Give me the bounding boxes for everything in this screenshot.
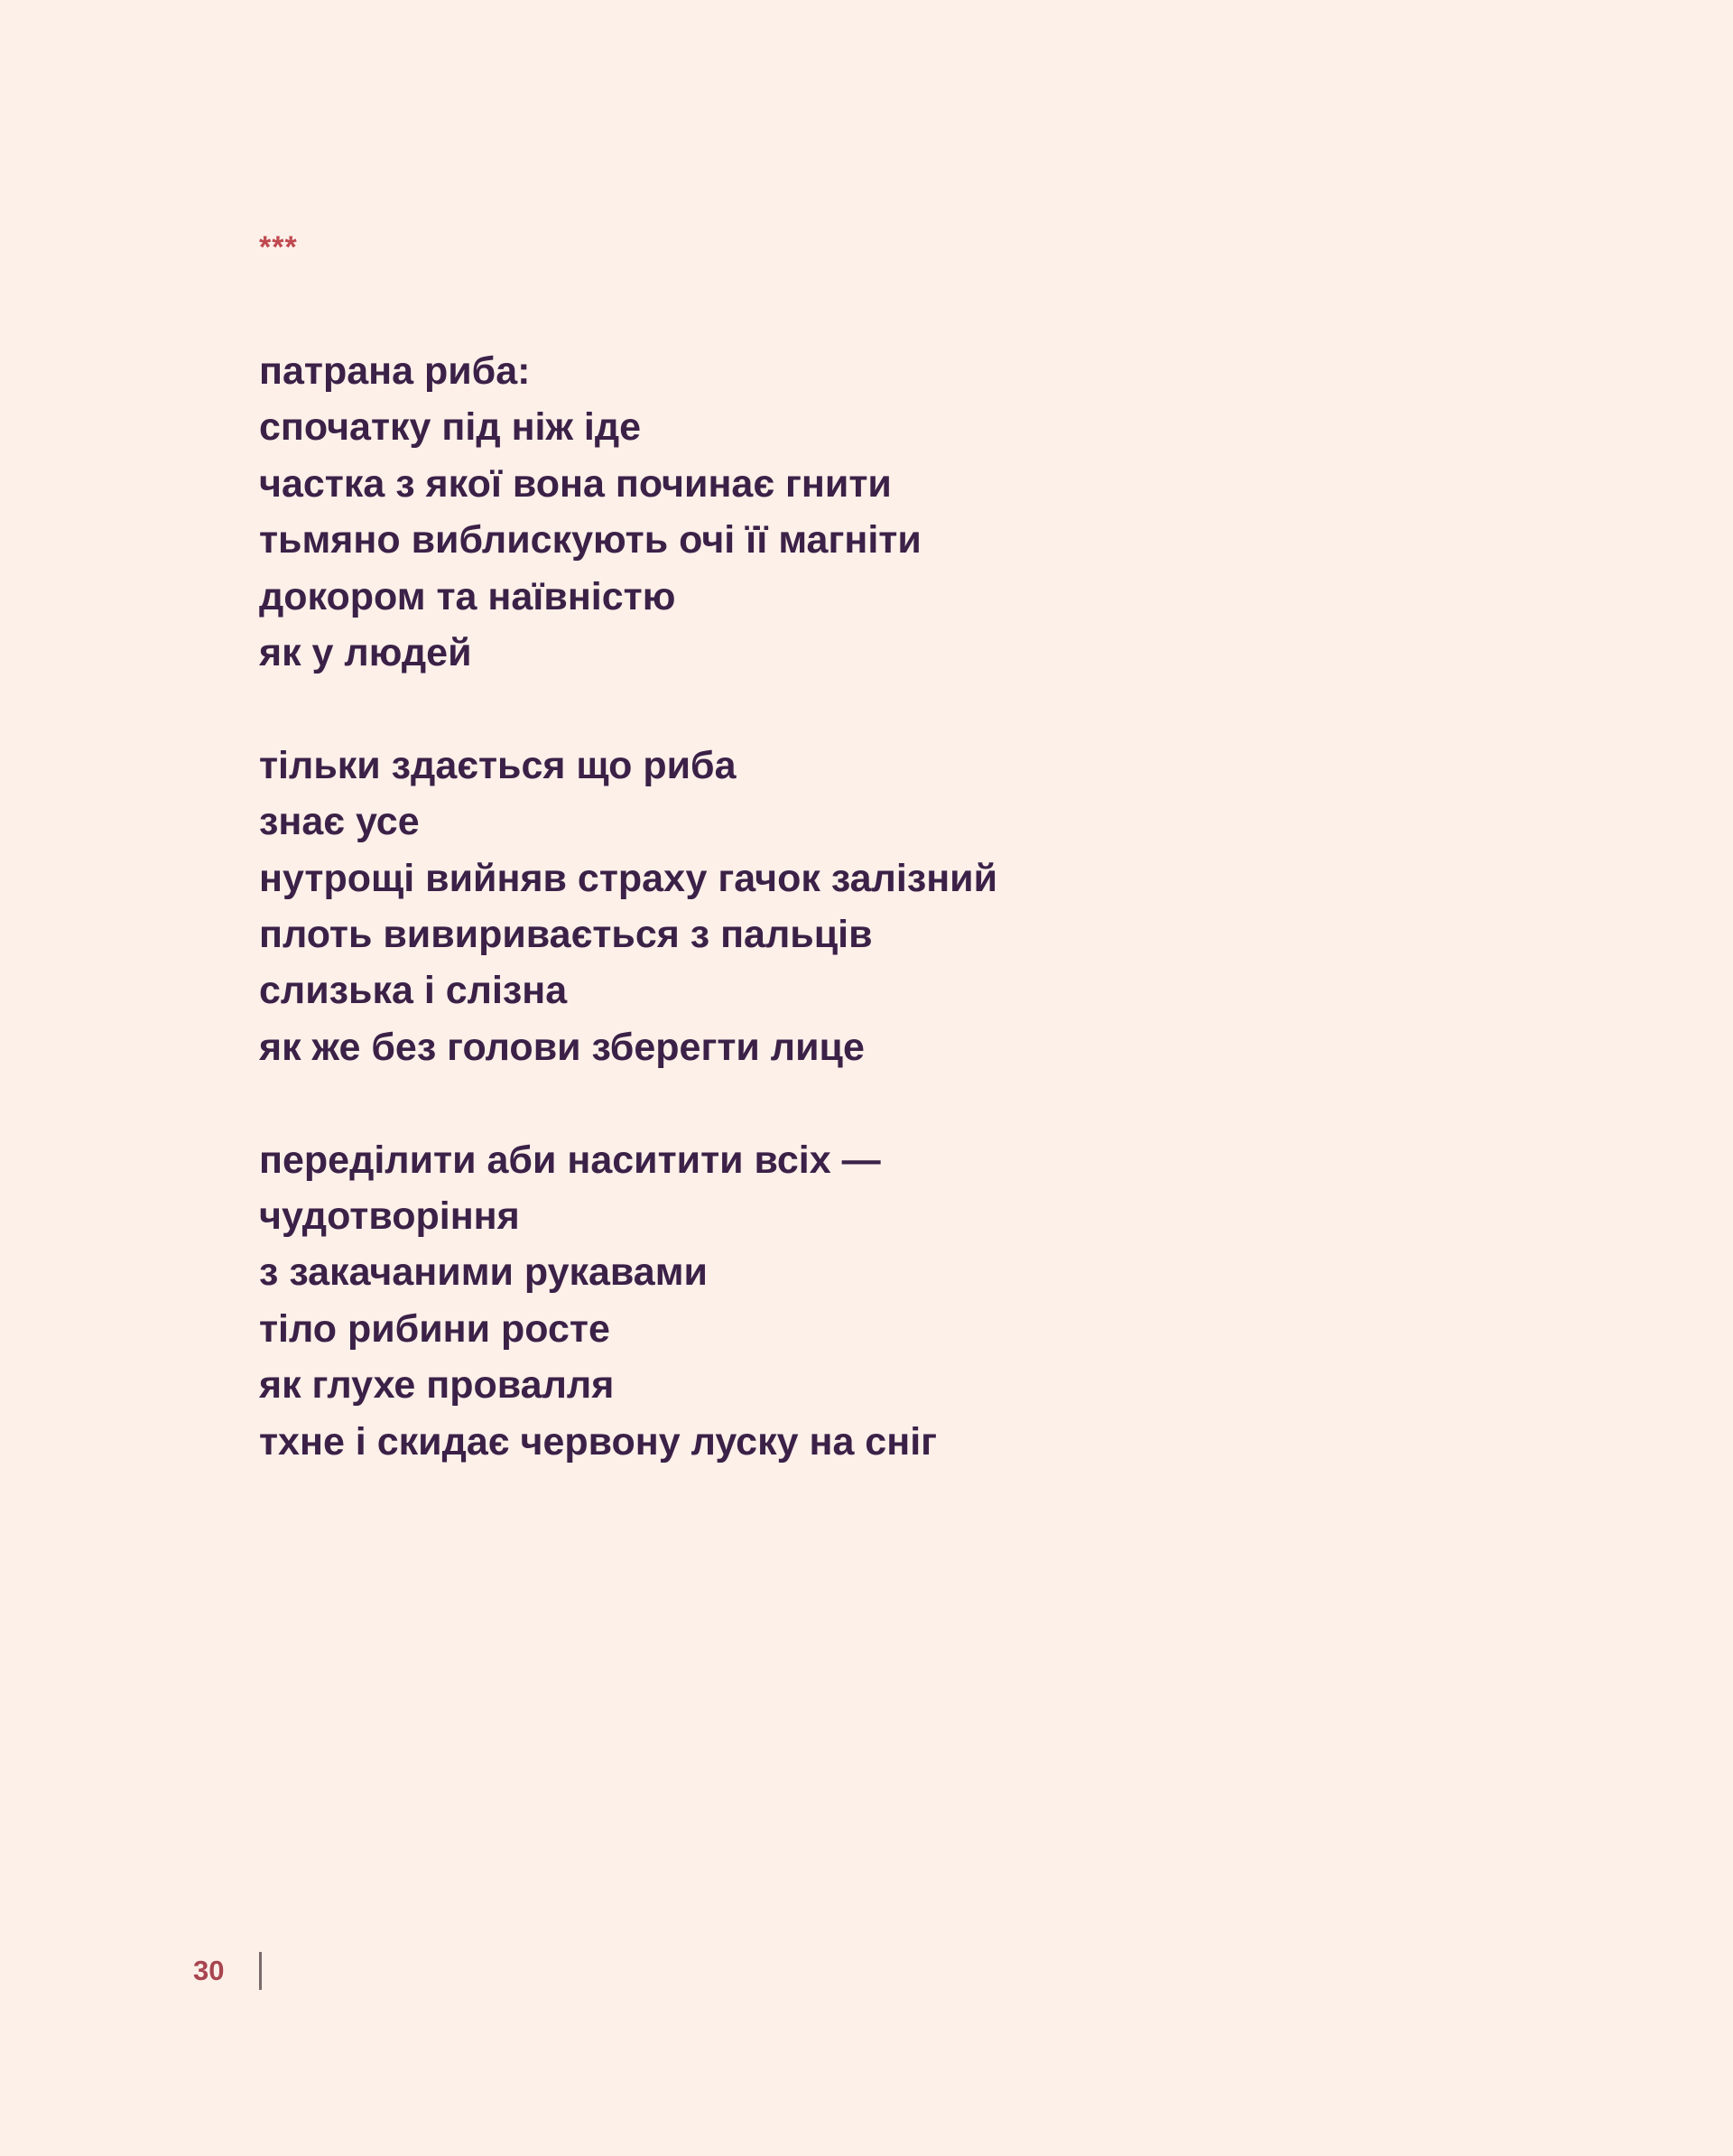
poem-line: чудотворіння	[259, 1194, 520, 1239]
poem-line: тхне і скидає червону луску на сніг	[259, 1419, 938, 1464]
poem-line: знає усе	[259, 800, 420, 844]
poem-line: докором та наївністю	[259, 574, 676, 618]
poem-line: переділити аби наситити всіх —	[259, 1138, 881, 1182]
page-number: 30	[193, 1955, 225, 1986]
poem-line: частка з якої вона починає гнити	[259, 461, 892, 506]
poem-line: нутрощі вийняв страху гачок залізний	[259, 856, 998, 900]
poem-line: тіло рибини росте	[259, 1306, 610, 1351]
poem-line: слизька і слізна	[259, 969, 568, 1013]
poem-line: як глухе провалля	[259, 1363, 615, 1408]
stanza	[259, 343, 997, 681]
poem	[259, 343, 997, 1526]
poem-line: плоть вивиривається з пальців	[259, 913, 873, 957]
poem-line: як у людей	[259, 631, 472, 675]
stanza	[259, 738, 997, 1075]
stanza	[259, 1132, 997, 1470]
poem-line: з закачаними рукавами	[259, 1250, 708, 1295]
page-number-divider	[259, 1952, 262, 1990]
poem-line: тьмяно виблискують очі її магніти	[259, 518, 922, 562]
poem-line: спочатку під ніж іде	[259, 405, 642, 450]
poem-line: тільки здається що риба	[259, 743, 737, 787]
poem-line: патрана риба:	[259, 349, 531, 393]
poem-line: як же без голови зберегти лице	[259, 1025, 865, 1069]
section-ornament: ***	[259, 230, 298, 265]
